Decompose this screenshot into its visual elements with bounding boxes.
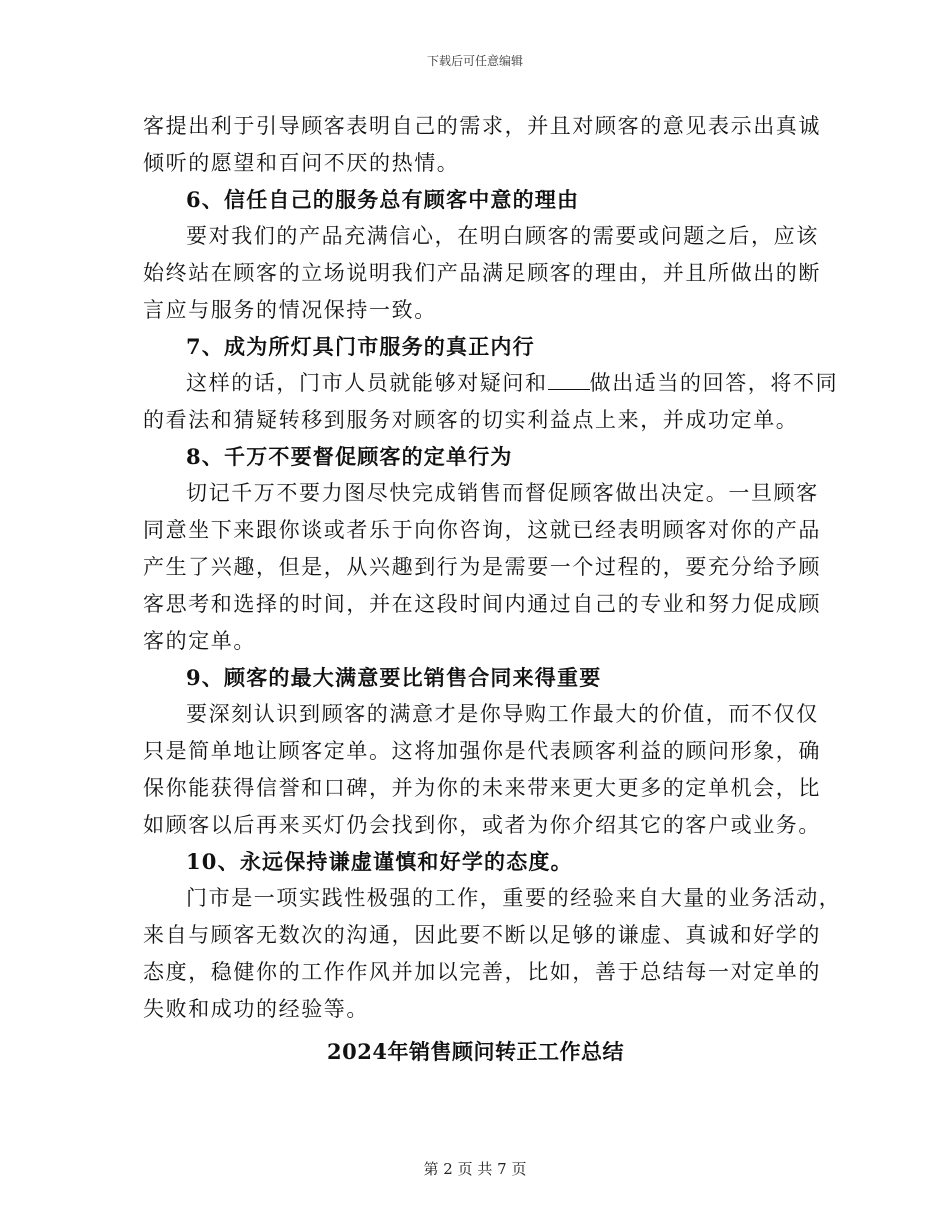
document-body (143, 108, 842, 1072)
paragraph-line: 客提出利于引导顾客表明自己的需求，并且对顾客的意见表示出真诚 (143, 114, 821, 138)
paragraph-line: 来自与顾客无数次的沟通，因此要不断以足够的谦虚、真诚和好学的 (143, 923, 821, 947)
document-title: 2024年销售顾问转正工作总结 (327, 1039, 624, 1064)
paragraph-line: 切记千万不要力图尽快完成销售而督促顾客做出决定。一旦顾客 (186, 481, 819, 505)
paragraph-line: 言应与服务的情况保持一致。 (143, 298, 437, 322)
paragraph-line: 客的定单。 (143, 629, 256, 653)
paragraph-line: 同意坐下来跟你谈或者乐于向你咨询，这就已经表明顾客对你的产品 (143, 518, 821, 542)
paragraph-line: 产生了兴趣，但是，从兴趣到行为是需要一个过程的，要充分给予顾 (143, 555, 821, 579)
paragraph-line: 门市是一项实践性极强的工作，重要的经验来自大量的业务活动， (186, 886, 842, 910)
section-heading-8: 8、千万不要督促顾客的定单行为 (186, 444, 513, 469)
text-after-blank: 做出适当的回答，将不同 (589, 371, 839, 395)
paragraph-line: 要对我们的产品充满信心，在明白顾客的需要或问题之后，应该 (186, 224, 819, 248)
paragraph-line: 态度，稳健你的工作作风并加以完善，比如，善于总结每一对定单的 (143, 960, 821, 984)
fill-in-blank (548, 367, 590, 390)
paragraph-line: 的看法和猜疑转移到服务对顾客的切实利益点上来，并成功定单。 (143, 408, 799, 432)
paragraph-line: 倾听的愿望和百问不厌的热情。 (143, 151, 460, 175)
paragraph-line: 只是简单地让顾客定单。这将加强你是代表顾客利益的顾问形象，确 (143, 739, 821, 763)
section-heading-10: 10、永远保持谦虚谨慎和好学的态度。 (186, 849, 573, 874)
page-number: 第 2 页 共 7 页 (423, 1160, 527, 1178)
section-heading-9: 9、顾客的最大满意要比销售合同来得重要 (186, 665, 602, 690)
paragraph-line: 保你能获得信誉和口碑，并为你的未来带来更大更多的定单机会，比 (143, 776, 821, 800)
text-before-blank: 这样的话，门市人员就能够对疑问和 (186, 371, 548, 395)
paragraph-line: 客思考和选择的时间，并在这段时间内通过自己的专业和努力促成顾 (143, 592, 821, 616)
paragraph-line: 要深刻认识到顾客的满意才是你导购工作最大的价值，而不仅仅 (186, 702, 819, 726)
paragraph-line: 如顾客以后再来买灯仍会找到你，或者为你介绍其它的客户或业务。 (143, 813, 821, 837)
section-heading-6: 6、信任自己的服务总有顾客中意的理由 (186, 187, 580, 212)
page-header-note: 下载后可任意编辑 (426, 54, 523, 68)
paragraph-line-with-blank (143, 365, 839, 402)
paragraph-line: 失败和成功的经验等。 (143, 997, 369, 1021)
paragraph-line: 始终站在顾客的立场说明我们产品满足顾客的理由，并且所做出的断 (143, 261, 821, 285)
section-heading-7: 7、成为所灯具门市服务的真正内行 (186, 334, 535, 359)
